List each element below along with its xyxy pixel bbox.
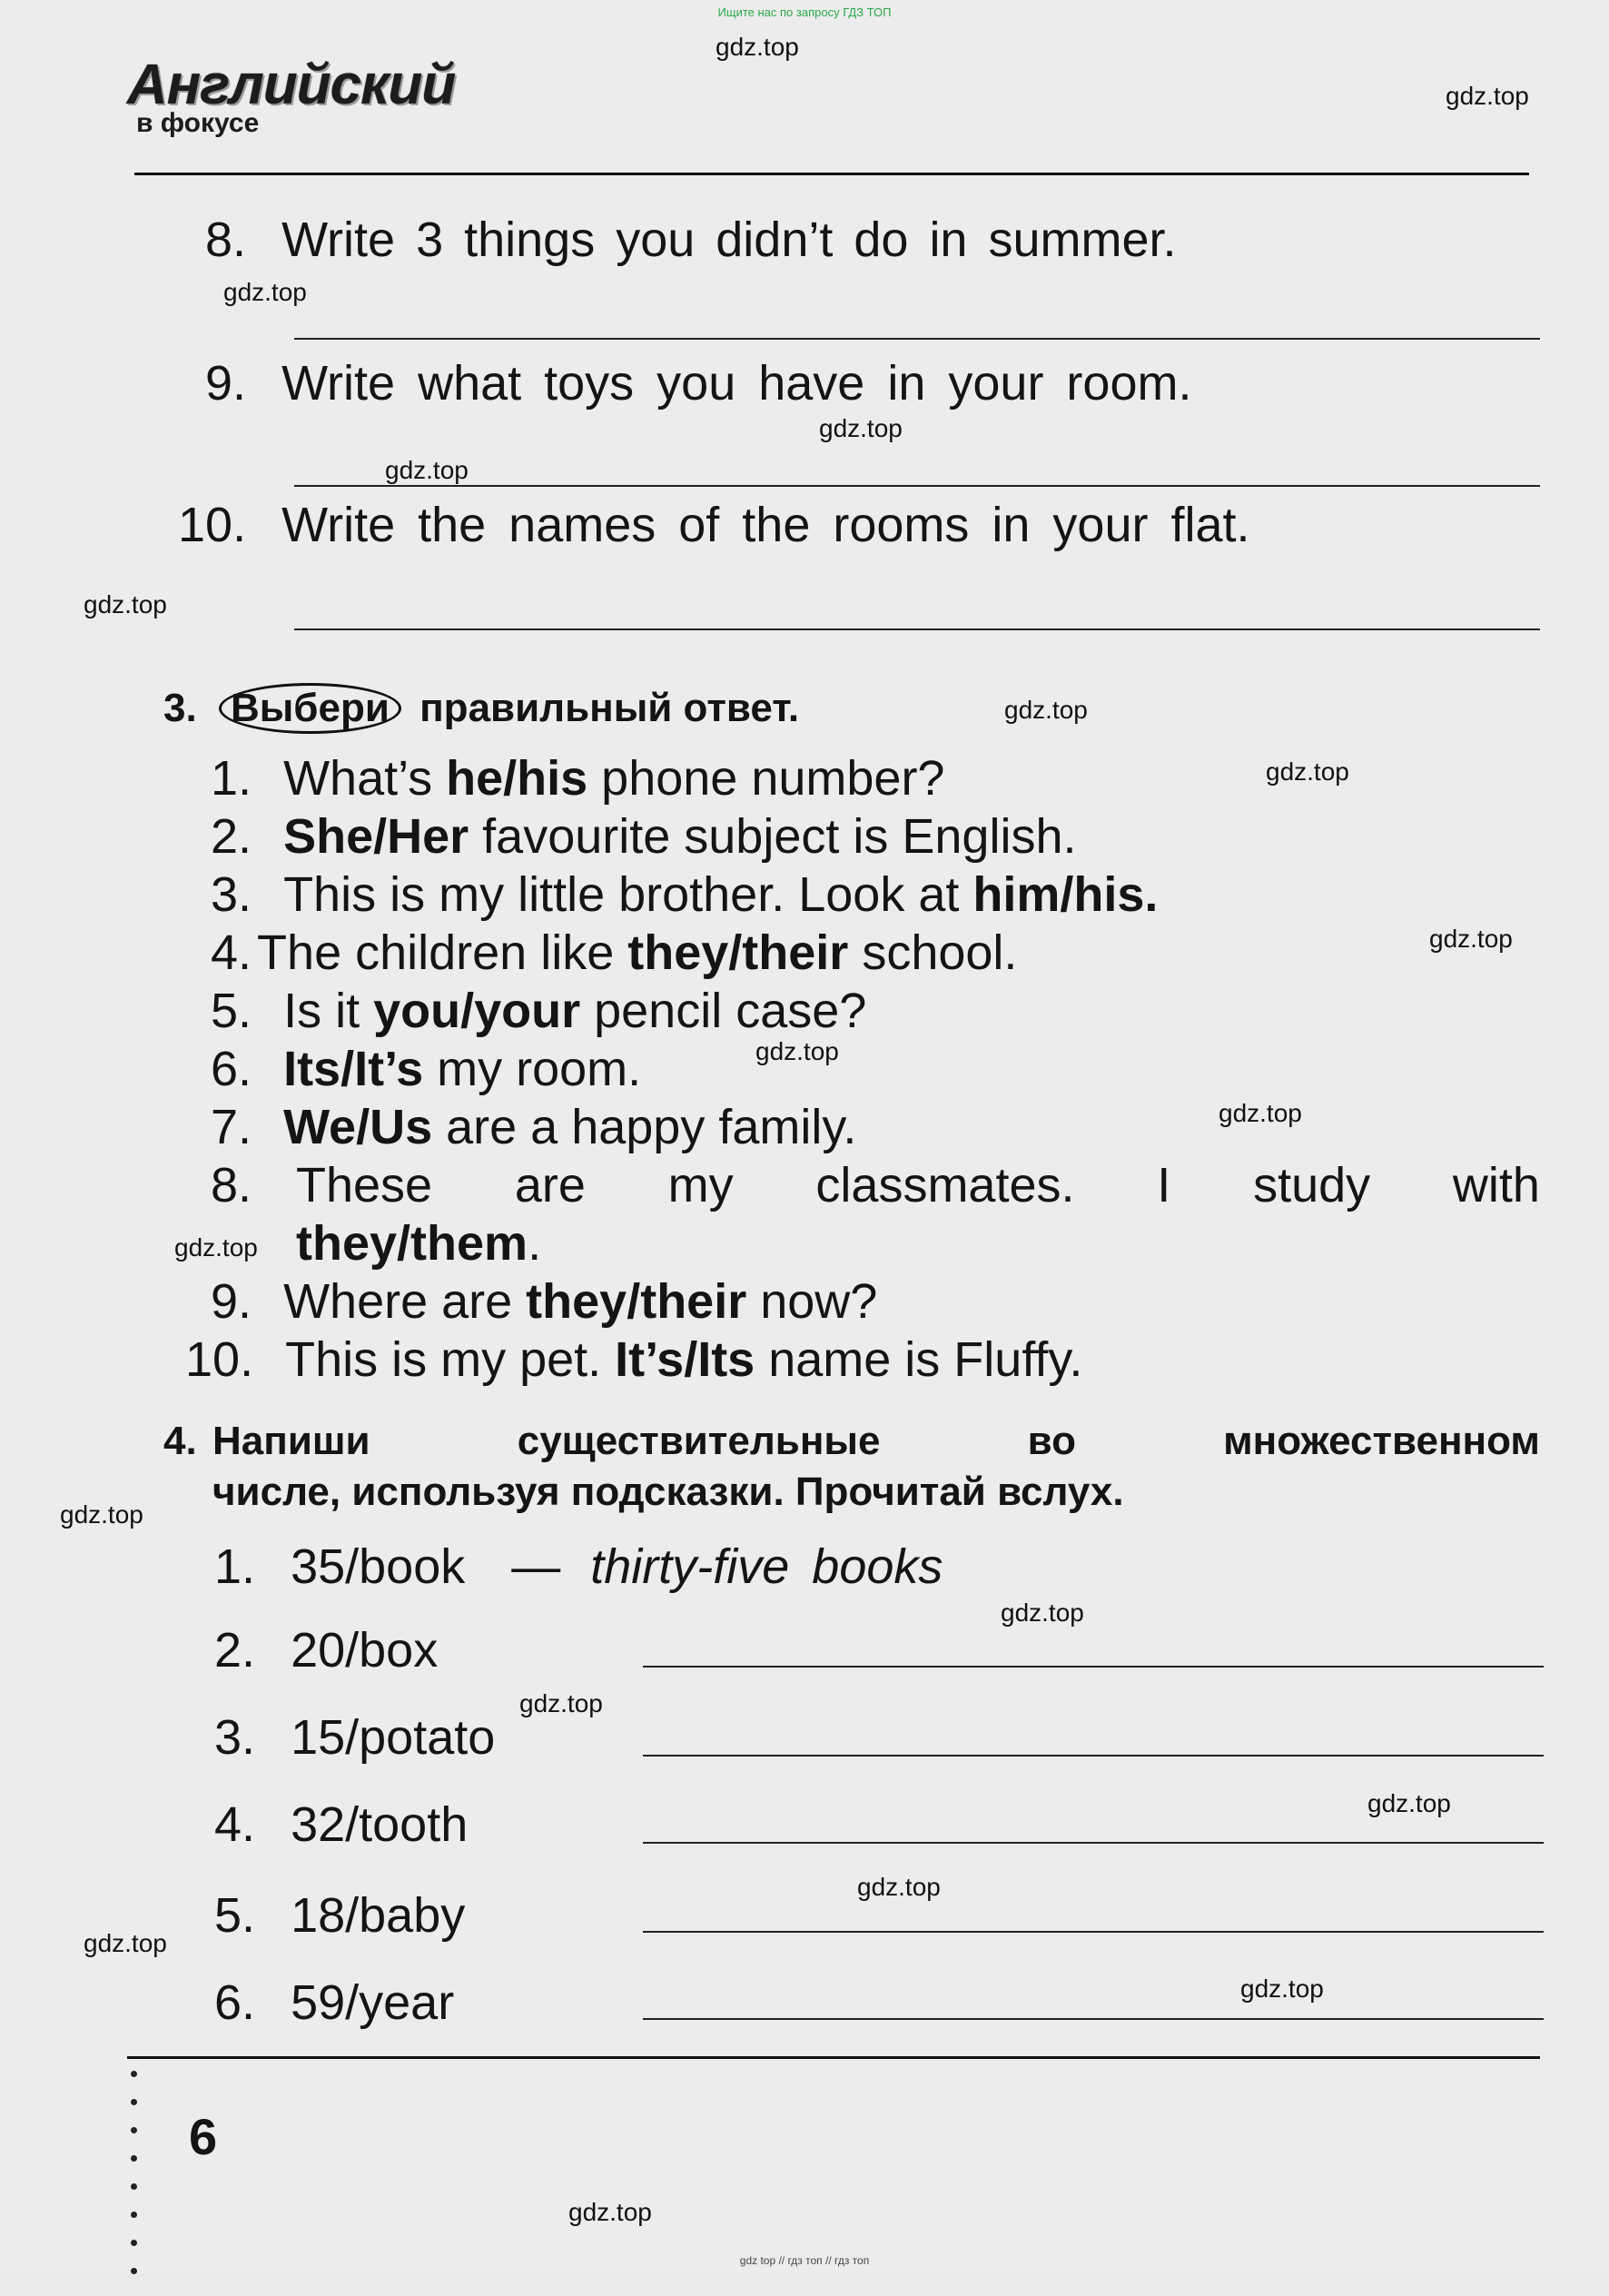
item-prompt: 35/book: [291, 1539, 466, 1594]
choice-options[interactable]: We/Us: [283, 1100, 433, 1154]
item-text: favourite subject is English.: [469, 809, 1077, 864]
item-prompt: 59/year: [291, 1975, 455, 2030]
exercise-4-title-line1: [212, 1419, 1540, 1464]
title-word: во: [1027, 1419, 1076, 1463]
item-number: 6.: [214, 1975, 256, 2030]
item-text: Where are: [283, 1274, 527, 1329]
exercise-4-title-line2: числе, используя подсказки. Прочитай вслух.: [212, 1470, 1124, 1514]
item-text: This is my pet.: [285, 1332, 616, 1387]
choice-options[interactable]: you/your: [373, 984, 581, 1038]
watermark: gdz.top: [1266, 757, 1349, 786]
choice-options[interactable]: him/his.: [972, 867, 1159, 922]
ex3-item-8-line2: [296, 1215, 541, 1272]
watermark: gdz.top: [60, 1500, 143, 1529]
exercise-number: 3.: [163, 686, 197, 730]
ex3-item-7: [211, 1099, 856, 1155]
ex3-item-4: [211, 925, 1017, 981]
item-number: 5.: [211, 984, 252, 1038]
answer-line[interactable]: [643, 1755, 1544, 1757]
page-number: 6: [189, 2108, 218, 2165]
ex3-item-2: [211, 808, 1077, 865]
watermark: gdz.top: [1240, 1974, 1324, 2003]
question-text: Write what toys you have in your room.: [281, 356, 1192, 411]
title-word: существительные: [517, 1419, 881, 1463]
item-word: are: [514, 1158, 586, 1212]
title-word: множественном: [1223, 1419, 1540, 1463]
item-word: I: [1157, 1158, 1171, 1212]
answer-line[interactable]: [643, 1666, 1544, 1668]
watermark: gdz.top: [385, 456, 469, 484]
answer-line: [294, 628, 1540, 630]
item-number: 4.: [214, 1797, 256, 1852]
question-text: Write 3 things you didn’t do in summer.: [281, 213, 1177, 267]
watermark: gdz.top: [1001, 1598, 1084, 1627]
ex3-item-5: [211, 983, 866, 1039]
ex4-item-6: [214, 1974, 454, 2031]
item-prompt: 20/box: [291, 1623, 439, 1677]
item-prompt: 32/tooth: [291, 1797, 469, 1852]
question-8: [205, 211, 1177, 269]
circled-word: Выбери: [219, 683, 401, 734]
ex4-item-1: [214, 1535, 943, 1598]
watermark: gdz.top: [1004, 696, 1088, 724]
watermark: gdz.top: [1367, 1789, 1451, 1817]
watermark: gdz.top: [568, 2198, 652, 2226]
item-word: with: [1452, 1158, 1540, 1212]
bottom-note[interactable]: gdz top // гдз топ // гдз топ: [739, 2254, 870, 2267]
watermark: gdz.top: [755, 1037, 839, 1065]
item-text: The children like: [257, 925, 628, 980]
ex3-item-9: [211, 1273, 877, 1330]
question-number: 10.: [178, 498, 247, 552]
question-text: Write the names of the rooms in your flat.: [281, 498, 1250, 552]
logo-title: Английский: [127, 54, 456, 116]
item-number: 1.: [214, 1539, 256, 1594]
ex3-item-3: [211, 866, 1158, 923]
answer-line[interactable]: [643, 1842, 1544, 1844]
exercise-instruction: правильный ответ.: [420, 686, 800, 730]
choice-options[interactable]: they/their: [526, 1274, 747, 1329]
example-answer: thirty-five books: [590, 1539, 943, 1594]
item-number: 9.: [211, 1274, 252, 1329]
watermark: gdz.top: [1446, 82, 1529, 110]
exercise-3-title: [163, 683, 799, 734]
footer-rule: [127, 2056, 1540, 2059]
item-number: 4.: [211, 925, 252, 980]
choice-options[interactable]: they/their: [627, 925, 849, 980]
question-10: [178, 496, 1250, 554]
ex3-item-6: [211, 1041, 641, 1097]
exercise-4-number: 4.: [163, 1419, 197, 1463]
item-number: 2.: [214, 1623, 256, 1677]
item-word: study: [1253, 1158, 1371, 1212]
ex4-item-2: [214, 1622, 438, 1678]
top-note[interactable]: Ищите нас по запросу ГДЗ ТОП: [717, 5, 892, 19]
ex3-item-1: [211, 750, 944, 807]
item-text: are a happy family.: [432, 1100, 857, 1154]
item-number: 3.: [214, 1710, 256, 1765]
item-text: name is Fluffy.: [755, 1332, 1083, 1387]
item-text: What’s: [283, 751, 447, 806]
item-word: classmates.: [815, 1158, 1075, 1212]
ex3-item-8-line1: [296, 1157, 1540, 1213]
ex3-item-8-number: [211, 1157, 252, 1213]
watermark: gdz.top: [819, 414, 903, 442]
item-text: school.: [848, 925, 1018, 980]
item-number: 6.: [211, 1042, 252, 1096]
question-number: 9.: [205, 356, 247, 411]
item-number: 10.: [185, 1332, 254, 1387]
answer-line: [294, 338, 1540, 340]
choice-options[interactable]: they/them: [296, 1216, 528, 1271]
book-logo: [127, 53, 455, 139]
watermark: gdz.top: [84, 590, 167, 619]
watermark: gdz.top: [174, 1233, 258, 1262]
question-9: [205, 354, 1191, 412]
watermark: gdz.top: [84, 1929, 167, 1957]
answer-line[interactable]: [643, 2018, 1544, 2020]
watermark: gdz.top: [857, 1873, 941, 1901]
item-number: 3.: [211, 867, 252, 922]
choice-options[interactable]: Its/It’s: [283, 1042, 424, 1096]
title-word: Напиши: [212, 1419, 370, 1463]
item-text: This is my little brother. Look at: [283, 867, 973, 922]
watermark: gdz.top: [223, 278, 307, 306]
dash: —: [511, 1539, 561, 1594]
item-word: These: [296, 1158, 433, 1212]
item-number: 7.: [211, 1100, 252, 1154]
answer-line[interactable]: [643, 1931, 1544, 1933]
question-number: 8.: [205, 213, 247, 267]
item-text: pencil case?: [580, 984, 867, 1038]
item-text: phone number?: [587, 751, 945, 806]
logo-subtitle: в фокусе: [136, 108, 260, 138]
ex4-item-4: [214, 1796, 468, 1853]
ex4-item-3: [214, 1709, 495, 1766]
item-number: 1.: [211, 751, 252, 806]
header-rule: [134, 173, 1529, 175]
watermark: gdz.top: [716, 33, 799, 61]
item-word: my: [667, 1158, 734, 1212]
ex4-item-5: [214, 1887, 465, 1944]
item-prompt: 15/potato: [291, 1710, 496, 1765]
watermark: gdz.top: [519, 1689, 603, 1717]
item-text: .: [528, 1216, 542, 1271]
item-number: 8.: [211, 1158, 252, 1212]
item-text: my room.: [423, 1042, 642, 1096]
choice-options[interactable]: She/Her: [283, 809, 469, 864]
ex3-item-10: [185, 1331, 1082, 1388]
item-text: now?: [746, 1274, 878, 1329]
answer-line: [294, 485, 1540, 487]
item-text: Is it: [283, 984, 374, 1038]
choice-options[interactable]: It’s/Its: [615, 1332, 755, 1387]
item-number: 2.: [211, 809, 252, 864]
choice-options[interactable]: he/his: [446, 751, 588, 806]
watermark: gdz.top: [1429, 925, 1513, 953]
item-prompt: 18/baby: [291, 1888, 466, 1943]
watermark: gdz.top: [1219, 1099, 1302, 1127]
item-number: 5.: [214, 1888, 256, 1943]
